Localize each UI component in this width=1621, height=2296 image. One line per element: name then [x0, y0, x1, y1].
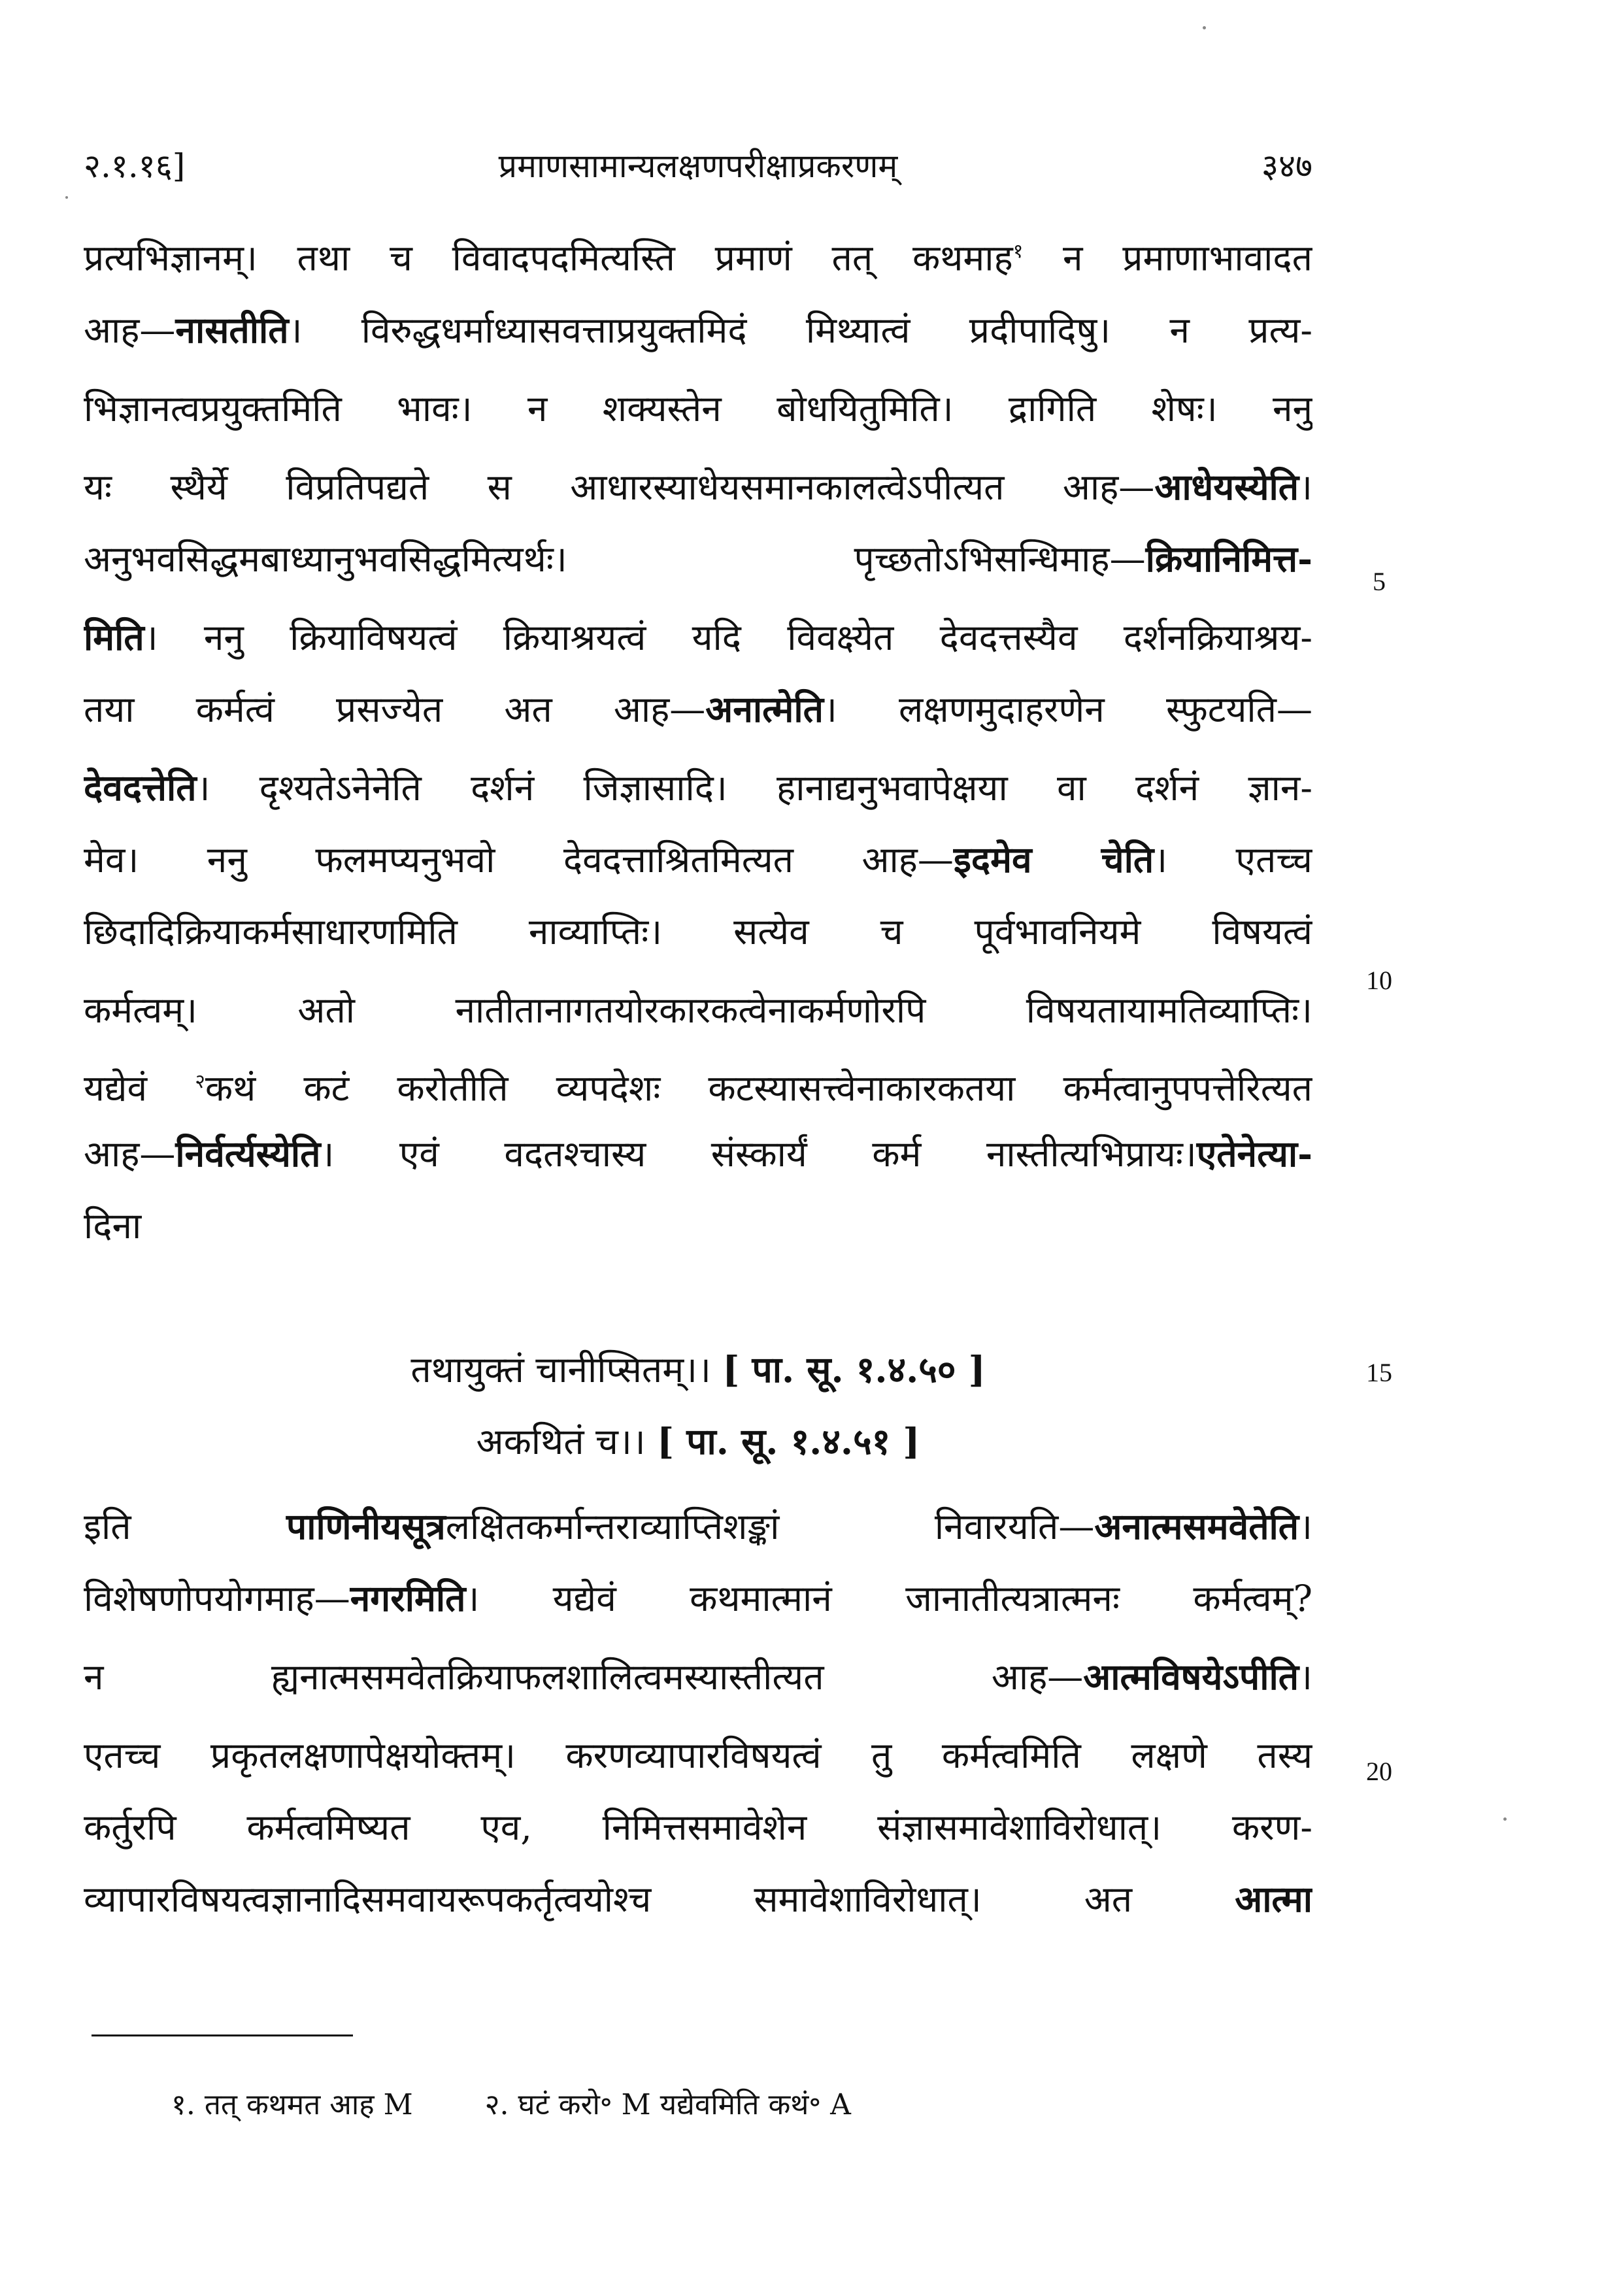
bold-lemma: निर्वर्त्यस्येति	[175, 1132, 321, 1175]
footnote-marker: १	[1012, 240, 1024, 263]
scan-speck	[1503, 1817, 1507, 1821]
text-run: अकथितं च।।	[476, 1421, 658, 1462]
running-header	[84, 143, 1312, 195]
bold-lemma: आत्मा	[1235, 1878, 1312, 1920]
footnote-rule	[92, 2034, 353, 2036]
text-run: । ननु क्रियाविषयत्वं क्रियाश्रयत्वं यदि विवक्ष्येत देवदत्तस्यैव दर्शनक्रियाश्रय-	[144, 616, 1312, 658]
scan-speck	[65, 196, 68, 199]
text-line	[84, 301, 1312, 360]
text-run: ।	[1299, 1506, 1312, 1547]
text-run: तथायुक्तं चानीप्सितम्।।	[410, 1349, 723, 1391]
section-reference: २.१.१६]	[84, 147, 186, 185]
footnote-2: २. घटं करो॰ M यद्येवमिति कथं॰ A	[484, 2088, 851, 2121]
text-run: । यद्येवं कथमात्मानं जानातीत्यत्रात्मनः कर्मत्वम्?	[465, 1578, 1312, 1619]
bold-lemma: पाणिनीयसूत्र	[286, 1505, 446, 1547]
text-run: । लक्षणमुदाहरणेन स्फुटयति—	[824, 688, 1312, 730]
text-line	[84, 1124, 1312, 1183]
page-number: ३४७	[1262, 147, 1312, 185]
text-run: तया कर्मत्वं प्रसज्येत अत आह—	[84, 688, 706, 730]
text-run: आह—	[84, 309, 176, 351]
text-run: कर्मत्वम्। अतो नातीतानागतयोरकारकत्वेनाकर्मणोरपि विषयतायामतिव्याप्तिः।	[84, 989, 1312, 1031]
text-line	[84, 222, 1312, 281]
text-run: कथं कटं करोतीति व्यपदेशः कटस्यासत्त्वेनाकारकतया कर्मत्वानुपपत्तेरित्यत	[205, 1067, 1312, 1109]
text-line	[84, 981, 1312, 1039]
text-line	[84, 680, 1312, 739]
bold-lemma: क्रियानिमित्त-	[1145, 537, 1312, 580]
text-line	[84, 1647, 1312, 1706]
bold-lemma: [ पा. सू. १.४.५१ ]	[657, 1420, 920, 1462]
bold-lemma: आधेयस्येति	[1154, 465, 1299, 508]
text-run: विशेषणोपयोगमाह—	[84, 1578, 350, 1619]
text-run: इति	[84, 1506, 287, 1547]
text-line	[84, 902, 1312, 961]
bold-lemma: इदमेव चेति	[953, 838, 1154, 881]
text-run: । एवं वदतश्चास्य संस्कार्यं कर्म नास्तीत्यभिप्रायः।	[320, 1133, 1197, 1175]
text-run: दिना	[84, 1205, 142, 1247]
text-run: कर्तुरपि कर्मत्वमिष्यत एव, निमित्तसमावेशेन संज्ञासमावेशाविरोधात्। करण-	[84, 1806, 1312, 1848]
text-run: यद्येवं	[84, 1067, 195, 1109]
bold-lemma: आत्मविषयेऽपीति	[1083, 1655, 1299, 1698]
sutra-line	[84, 1340, 1312, 1399]
text-run: । दृश्यतेऽनेनेति दर्शनं जिज्ञासादि। हानाद्यनुभवापेक्षया वा दर्शनं ज्ञान-	[196, 767, 1312, 809]
text-run: भिज्ञानत्वप्रयुक्तमिति भावः। न शक्यस्तेन बोधयितुमिति। द्रागिति शेषः। ननु	[84, 388, 1312, 430]
text-line	[84, 379, 1312, 438]
text-line	[84, 608, 1312, 667]
scan-speck	[1203, 26, 1206, 29]
text-run: । विरुद्धधर्माध्यासवत्ताप्रयुक्तमिदं मिथ्यात्वं प्रदीपादिषु। न प्रत्य-	[288, 309, 1312, 351]
footnotes	[171, 2079, 1282, 2131]
text-line	[84, 1053, 1312, 1111]
text-run: अनुभवसिद्धमबाध्यानुभवसिद्धमित्यर्थः। पृच्छतोऽभिसन्धिमाह—	[84, 538, 1146, 580]
text-run: प्रत्यभिज्ञानम्। तथा च विवादपदमित्यस्ति प्रमाणं तत् कथमाह	[84, 237, 1013, 279]
text-run: यः स्थैर्ये विप्रतिपद्यते स आधारस्याधेयसमानकालत्वेऽपीत्यत आह—	[84, 466, 1155, 508]
text-run: व्यापारविषयत्वज्ञानादिसमवायरूपकर्तृत्वयोश्च समावेशाविरोधात्। अत	[84, 1878, 1235, 1920]
text-run: छिदादिक्रियाकर्मसाधारणमिति नाव्याप्तिः। सत्येव च पूर्वभावनियमे विषयत्वं	[84, 911, 1312, 953]
bold-lemma: नगरमिति	[350, 1577, 466, 1619]
text-run: । एतच्च	[1154, 839, 1312, 881]
text-run: ।	[1299, 1656, 1312, 1698]
text-line	[84, 758, 1312, 817]
bold-lemma: देवदत्तेति	[84, 766, 197, 809]
text-line	[84, 1497, 1312, 1556]
bold-lemma: नासतीति	[175, 309, 289, 351]
bold-lemma: अनात्मसमवेतेति	[1094, 1505, 1299, 1547]
text-run: न ह्यनात्मसमवेतक्रियाफलशालित्वमस्यास्तीत्यत आह—	[84, 1656, 1084, 1698]
text-line	[84, 1196, 1312, 1255]
chapter-title: प्रमाणसामान्यलक्षणपरीक्षाप्रकरणम्	[498, 147, 898, 185]
text-line	[84, 458, 1312, 516]
line-number-15: 15	[1366, 1358, 1392, 1387]
text-line	[84, 530, 1312, 588]
footnote-1: १. तत् कथमत आह M	[171, 2088, 413, 2121]
bold-lemma: मिति	[84, 616, 144, 658]
sutra-line	[84, 1412, 1312, 1471]
text-line	[84, 830, 1312, 889]
line-number-10: 10	[1366, 966, 1392, 995]
text-line	[84, 1798, 1312, 1857]
line-number-5: 5	[1373, 567, 1386, 596]
text-run: न प्रमाणाभावादत	[1023, 237, 1312, 279]
bold-lemma: [ पा. सू. १.४.५० ]	[722, 1348, 986, 1391]
text-line	[84, 1870, 1312, 1929]
bold-lemma: अनात्मेति	[705, 688, 824, 730]
line-number-20: 20	[1366, 1757, 1392, 1786]
text-run: मेव। ननु फलमप्यनुभवो देवदत्ताश्रितमित्यत आह—	[84, 839, 954, 881]
text-run: ।	[1299, 466, 1312, 508]
bold-lemma: एतेनेत्या-	[1196, 1132, 1312, 1175]
text-line	[84, 1726, 1312, 1785]
text-run: आह—	[84, 1133, 176, 1175]
text-run: एतच्च प्रकृतलक्षणापेक्षयोक्तम्। करणव्यापारविषयत्वं तु कर्मत्वमिति लक्षणे तस्य	[84, 1734, 1312, 1776]
text-line	[84, 1569, 1312, 1628]
footnote-marker: २	[195, 1070, 205, 1093]
text-run: लक्षितकर्मान्तराव्याप्तिशङ्कां निवारयति—	[445, 1506, 1095, 1547]
